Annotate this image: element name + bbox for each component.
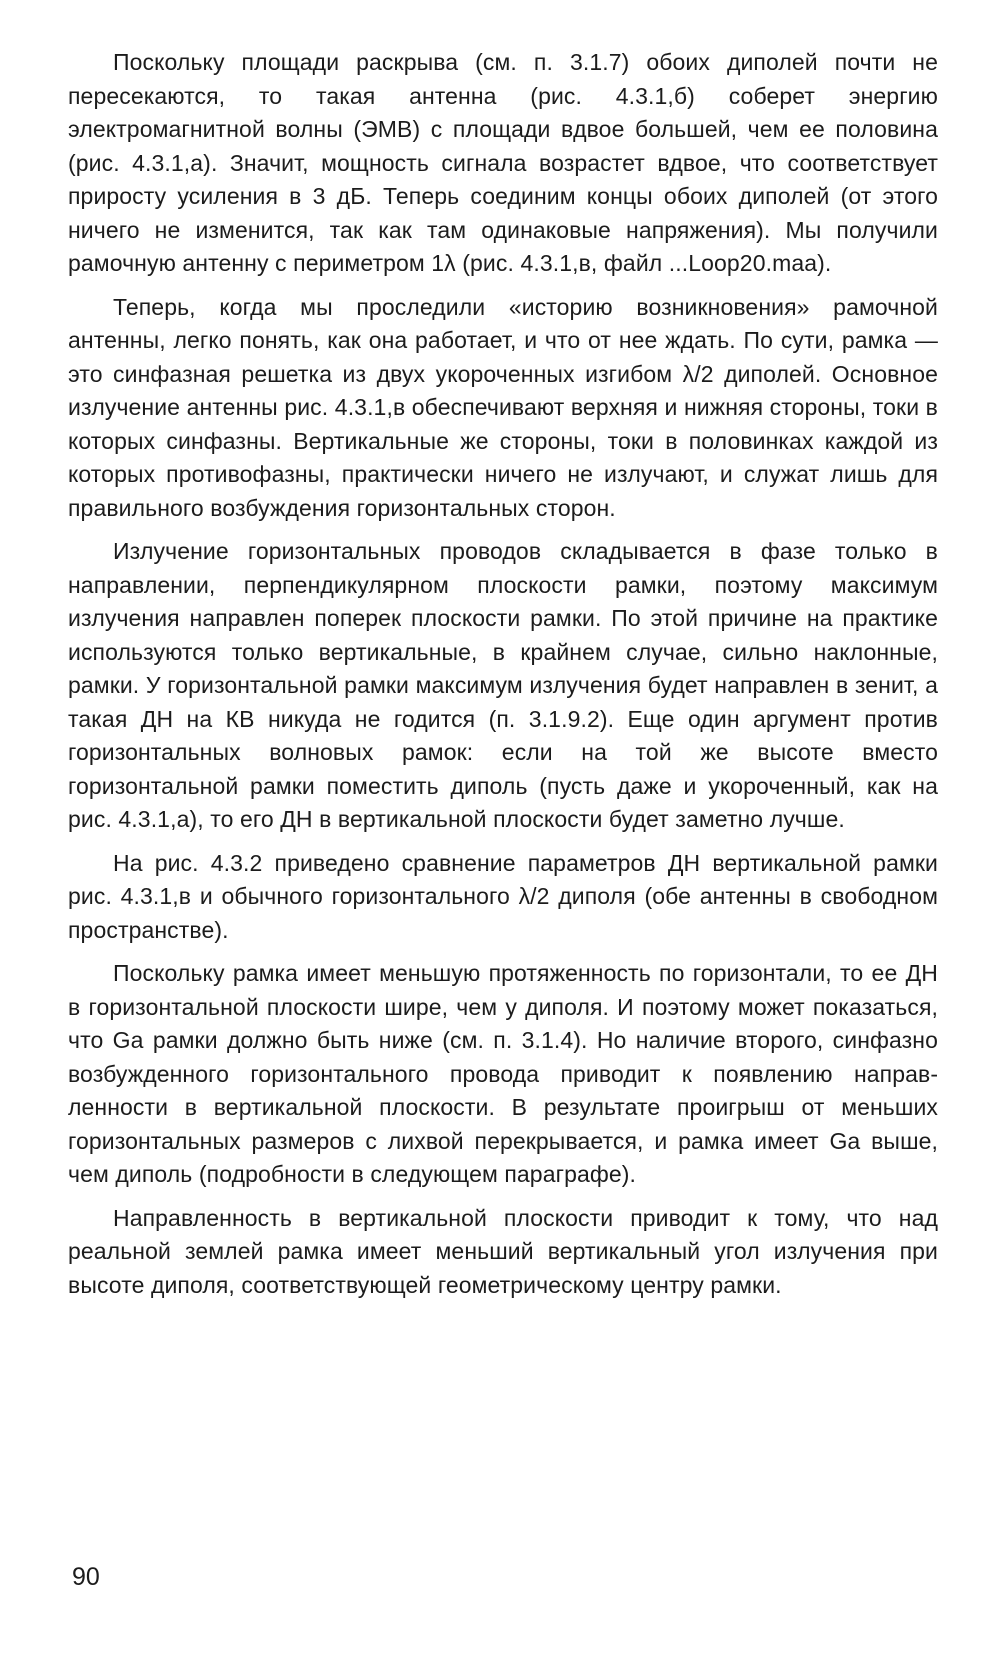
- paragraph-2: Теперь, когда мы проследили «историю возникновения» рамочной антенны, легко понять, как она работает, и что от нее ждать. По сути, рамка — это синфазная решетка из двух укороченных изгибом λ/2 диполей. Основное излучение антенны рис. 4.3.1,в обеспечивают верхняя и нижняя стороны, токи в которых синфазны. Вертикальные же стороны, токи в половинках каждой из которых противофазны, практически ничего не излучают, и служат лишь для правильного возбуждения горизонтальных сторон.: [68, 293, 938, 521]
- paragraph-4: На рис. 4.3.2 приведено сравнение параметров ДН вертикальной рамки рис. 4.3.1,в и обычного горизонтального λ/2 диполя (обе антенны в свободном пространстве).: [68, 849, 938, 943]
- paragraph-5: Поскольку рамка имеет меньшую протяженность по горизонтали, то ее ДН в горизонтальной плоскости шире, чем у диполя. И поэтому может показаться, что Ga рамки должно быть ниже (см. п. 3.1.4). Но наличие второго, синфазно возбужденного горизонтального провода приводит к появлению направленности в вертикальной плоскости. В результате проигрыш от меньших горизонтальных размеров с лихвой перекрывается, и рамка имеет Ga выше, чем диполь (подробности в следующем параграфе).: [68, 960, 938, 1187]
- body-text: [68, 46, 938, 1312]
- page-number: 90: [72, 1563, 100, 1591]
- paragraph-6: Направленность в вертикальной плоскости приводит к тому, что над реальной землей рамка имеет меньший вертикальный угол излучения при высоте диполя, соответствующей геометрическому центру рамки.: [68, 1204, 938, 1298]
- paragraph-3: Излучение горизонтальных проводов складывается в фазе только в направлении, перпендикулярном плоскости рамки, поэтому максимум излучения направлен поперек плоскости рамки. По этой причине на практике используются только вертикальные, в крайнем случае, сильно наклонные, рамки. У горизонтальной рамки максимум излучения будет направлен в зенит, а такая ДН на КВ никуда не годится (п. 3.1.9.2). Еще один аргумент против горизонтальных волновых рамок: если на той же высоте вместо горизонтальной рамки поместить диполь (пусть даже и укороченный, как на рис. 4.3.1,а), то его ДН в вертикальной плоскости будет заметно лучше.: [68, 538, 938, 832]
- paragraph-1: Поскольку площади раскрыва (см. п. 3.1.7) обоих диполей почти не пересекаются, то такая антенна (рис. 4.3.1,б) соберет энергию электромагнитной волны (ЭМВ) с площади вдвое большей, чем ее половина (рис. 4.3.1,а). Значит, мощность сигнала возрастет вдвое, что соответствует приросту усиления в 3 дБ. Теперь соединим концы обоих диполей (от этого ничего не изменится, так как там одинаковые напряжения). Мы получили рамочную антенну с периметром 1λ (рис. 4.3.1,в, файл ...Loop20.maa).: [68, 49, 938, 276]
